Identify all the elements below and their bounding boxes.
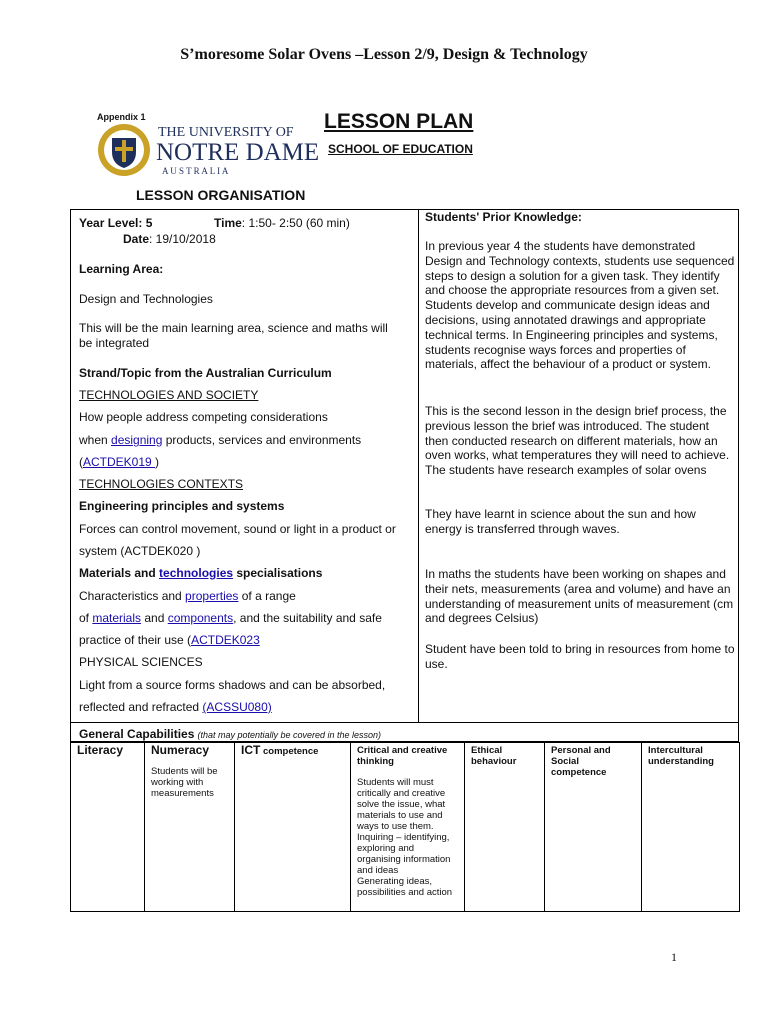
light-line-2 [79, 700, 272, 714]
logo-line-2: NOTRE DAME [156, 139, 320, 166]
text-products: products, services and environments [162, 433, 362, 447]
university-logo [96, 122, 320, 178]
capabilities-table [70, 742, 740, 912]
forces-line-2: system (ACTDEK020 ) [79, 544, 201, 558]
actdek023-link[interactable]: ACTDEK023 [191, 633, 260, 647]
components-link[interactable]: components [167, 611, 234, 625]
paren-open: ( [79, 455, 83, 469]
main-area-line-1: This will be the main learning area, science and maths will [79, 321, 388, 335]
strand-label: Strand/Topic from the Australian Curriculum [79, 366, 332, 380]
cap-ict [235, 743, 351, 912]
cap-personal [545, 743, 642, 912]
cap-numeracy [145, 743, 235, 912]
materials-heading-a: Materials and [79, 566, 160, 580]
appendix-label: Appendix 1 [97, 112, 146, 122]
cap-ethical [465, 743, 545, 912]
year-level: Year Level: 5 [79, 216, 153, 230]
personal-heading: Personal and Social competence [551, 745, 611, 778]
numeracy-body: Students will be working with measurements [151, 766, 218, 799]
prior-paragraph-2: This is the second lesson in the design brief process, the previous lesson the brief was introduced. The student then conducted research on different materials, how an oven works, what temperatures they will need to achieve. The students have research examples of solar ovens [425, 404, 730, 478]
text-and: and [141, 611, 168, 625]
page-number: 1 [671, 950, 677, 964]
char-b: of a range [238, 589, 296, 603]
engineering-label: Engineering principles and systems [79, 499, 285, 513]
properties-link[interactable]: properties [185, 589, 239, 603]
document-title: S’moresome Solar Ovens –Lesson 2/9, Design & Technology [180, 46, 588, 63]
crest-icon [98, 124, 150, 176]
time-label: Time [214, 216, 242, 230]
intercultural-heading: Intercultural understanding [648, 745, 714, 767]
lesson-plan-title: LESSON PLAN [324, 110, 474, 133]
how-people-line: How people address competing considerations [79, 410, 328, 424]
characteristics-line [79, 589, 296, 603]
ict-heading-rest: competence [260, 746, 319, 757]
lesson-details-cell [70, 209, 419, 723]
prior-paragraph-1: In previous year 4 the students have demonstrated Design and Technology contexts, students use sequenced steps to design a solution for a given task. They identify and choose the appropriate resources from a given set. Students develop and communicate design ideas and decisions, using annotated drawings and appropriate technical terms. In Engineering principles and systems, students recognise ways forces and properties of materials, affect the behaviour of a product or system. [425, 239, 735, 372]
critical-body-1: Students will must critically and creative solve the issue, what materials to use and ways to use them. [357, 777, 446, 832]
materials-line [79, 611, 382, 625]
ict-heading: ICT [241, 743, 261, 757]
prior-paragraph-5: Student have been told to bring in resources from home to use. [425, 642, 735, 671]
materials-heading-b: specialisations [233, 566, 323, 580]
date-label: Date [123, 232, 150, 246]
numeracy-heading: Numeracy [151, 743, 210, 757]
cap-critical [351, 743, 465, 912]
actdek019-line [79, 455, 159, 469]
forces-line-1: Forces can control movement, sound or light in a product or [79, 522, 396, 536]
prior-knowledge-cell [418, 209, 739, 723]
designing-link[interactable]: designing [111, 433, 163, 447]
text-of: of [79, 611, 93, 625]
date-line [123, 232, 216, 246]
prior-paragraph-3: They have learnt in science about the sun and how energy is transferred through waves. [425, 507, 696, 536]
actdek019-link[interactable]: ACTDEK019 [83, 455, 156, 469]
text-light-2: reflected and refracted [79, 700, 203, 714]
light-line-1: Light from a source forms shadows and can be absorbed, [79, 678, 386, 692]
text-when: when [79, 433, 112, 447]
literacy-heading: Literacy [77, 743, 124, 757]
year-level-line [79, 216, 350, 230]
text-suitability: , and the suitability and safe [233, 611, 382, 625]
critical-body-2: Inquiring – identifying, exploring and organising information and ideas [357, 832, 451, 876]
acssu080-link[interactable]: (ACSSU080) [202, 700, 272, 714]
critical-heading: Critical and creative thinking [357, 745, 448, 767]
general-capabilities-header [70, 722, 739, 742]
materials-link[interactable]: materials [92, 611, 142, 625]
practice-line [79, 633, 260, 647]
logo-line-1: THE UNIVERSITY OF [158, 125, 294, 140]
physical-sciences-heading: PHYSICAL SCIENCES [79, 655, 203, 669]
cap-literacy [71, 743, 145, 912]
cap-intercultural [642, 743, 740, 912]
logo-line-3: A U S T R A L I A [162, 166, 229, 176]
prior-knowledge-label: Students' Prior Knowledge: [425, 210, 582, 224]
tech-contexts-heading: TECHNOLOGIES CONTEXTS [79, 477, 244, 491]
critical-body-3: Generating ideas, possibilities and action [357, 876, 453, 898]
time-value: : 1:50- 2:50 (60 min) [241, 216, 350, 230]
paren-close: ) [155, 455, 160, 469]
general-capabilities-note: (that may potentially be covered in the lesson) [197, 730, 382, 740]
materials-heading [79, 566, 322, 580]
technologies-link[interactable]: technologies [159, 566, 234, 580]
school-subtitle: SCHOOL OF EDUCATION [328, 142, 473, 156]
char-a: Characteristics and [79, 589, 186, 603]
ethical-heading: Ethical behaviour [471, 745, 517, 767]
date-value: : 19/10/2018 [149, 232, 216, 246]
learning-area-label: Learning Area: [79, 262, 164, 276]
tech-society-heading: TECHNOLOGIES AND SOCIETY [79, 388, 259, 402]
text-practice: practice of their use ( [79, 633, 192, 647]
general-capabilities-label: General Capabilities [79, 727, 195, 741]
learning-area-value: Design and Technologies [79, 292, 213, 306]
prior-paragraph-4: In maths the students have been working on shapes and their nets, measurements (area and volume) and have an understanding of measurement units of measurement (cm and degrees Celsius) [425, 567, 734, 626]
section-heading: LESSON ORGANISATION [136, 187, 306, 203]
designing-line [79, 433, 361, 447]
main-area-line-2: be integrated [79, 336, 150, 350]
